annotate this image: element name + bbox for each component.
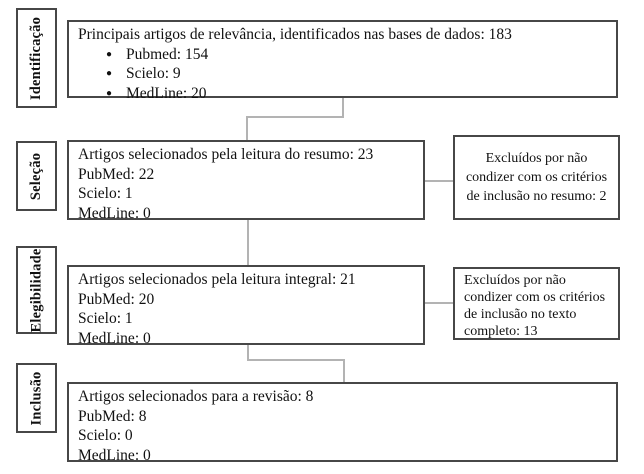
selection-box-pubmed: PubMed: 22 bbox=[78, 165, 155, 183]
stage-label-selecao bbox=[16, 141, 57, 211]
bullet-icon: ● bbox=[105, 68, 113, 79]
connector-eligibility-to-exclusion bbox=[425, 302, 453, 304]
inclusion-box-medline: MedLine: 0 bbox=[78, 446, 151, 464]
connector-identification-step bbox=[246, 116, 344, 118]
connector-identification-to-selection bbox=[246, 118, 248, 140]
stage-label-elegibilidade-text: Elegibilidade bbox=[28, 248, 45, 332]
eligibility-box bbox=[67, 265, 425, 345]
exclusion-box-resumo bbox=[453, 135, 620, 220]
connector-selection-to-exclusion bbox=[425, 180, 453, 182]
connector-selection-to-eligibility bbox=[247, 220, 249, 265]
connector-eligibility-to-inclusion bbox=[343, 361, 345, 382]
identification-bullet-scielo-text: Scielo: 9 bbox=[126, 65, 181, 82]
eligibility-box-pubmed: PubMed: 20 bbox=[78, 290, 155, 308]
connector-eligibility-step bbox=[247, 359, 345, 361]
stage-label-identificacao bbox=[16, 8, 57, 108]
identification-box-title: Principais artigos de relevância, identificados nas bases de dados: 183 bbox=[78, 26, 512, 43]
identification-bullet-scielo bbox=[78, 64, 607, 84]
inclusion-box-scielo: Scielo: 0 bbox=[78, 427, 133, 444]
stage-label-inclusao-text: Inclusão bbox=[28, 371, 45, 425]
identification-bullet-medline bbox=[78, 84, 607, 104]
stage-label-identificacao-text: Identificação bbox=[28, 16, 44, 100]
inclusion-box-title: Artigos selecionados para a revisão: 8 bbox=[78, 388, 314, 405]
exclusion-resumo-line1: Excluídos por não bbox=[485, 151, 588, 166]
identification-bullet-pubmed-text: Pubmed: 154 bbox=[126, 45, 209, 63]
stage-label-elegibilidade bbox=[16, 246, 57, 334]
stage-label-inclusao bbox=[16, 363, 57, 433]
eligibility-box-scielo: Scielo: 1 bbox=[78, 310, 133, 327]
eligibility-box-medline: MedLine: 0 bbox=[78, 329, 151, 347]
exclusion-resumo-line3: de inclusão no resumo: 2 bbox=[466, 189, 607, 204]
exclusion-texto-line3: de inclusão no texto bbox=[464, 307, 577, 322]
selection-box-title: Artigos selecionados pela leitura do resumo: 23 bbox=[78, 146, 374, 163]
eligibility-box-title: Artigos selecionados pela leitura integral: 21 bbox=[78, 271, 356, 288]
selection-box-medline: MedLine: 0 bbox=[78, 204, 151, 222]
exclusion-texto-line2: condizer com os critérios bbox=[464, 290, 606, 305]
bullet-icon: ● bbox=[105, 87, 113, 99]
stage-label-selecao-text: Seleção bbox=[28, 152, 44, 200]
selection-box-scielo: Scielo: 1 bbox=[78, 185, 133, 202]
exclusion-texto-line4: completo: 13 bbox=[464, 324, 538, 339]
inclusion-box-pubmed: PubMed: 8 bbox=[78, 407, 147, 425]
bullet-icon: ● bbox=[105, 48, 113, 60]
identification-box bbox=[67, 20, 618, 102]
exclusion-texto-line1: Excluídos por não bbox=[464, 273, 566, 288]
selection-box bbox=[67, 140, 425, 220]
identification-bullet-pubmed bbox=[78, 45, 607, 65]
exclusion-resumo-line2: condizer com os critérios bbox=[465, 170, 608, 185]
identification-bullet-medline-text: MedLine: 20 bbox=[126, 84, 207, 102]
inclusion-box bbox=[67, 382, 618, 462]
exclusion-box-texto-completo bbox=[453, 267, 620, 340]
